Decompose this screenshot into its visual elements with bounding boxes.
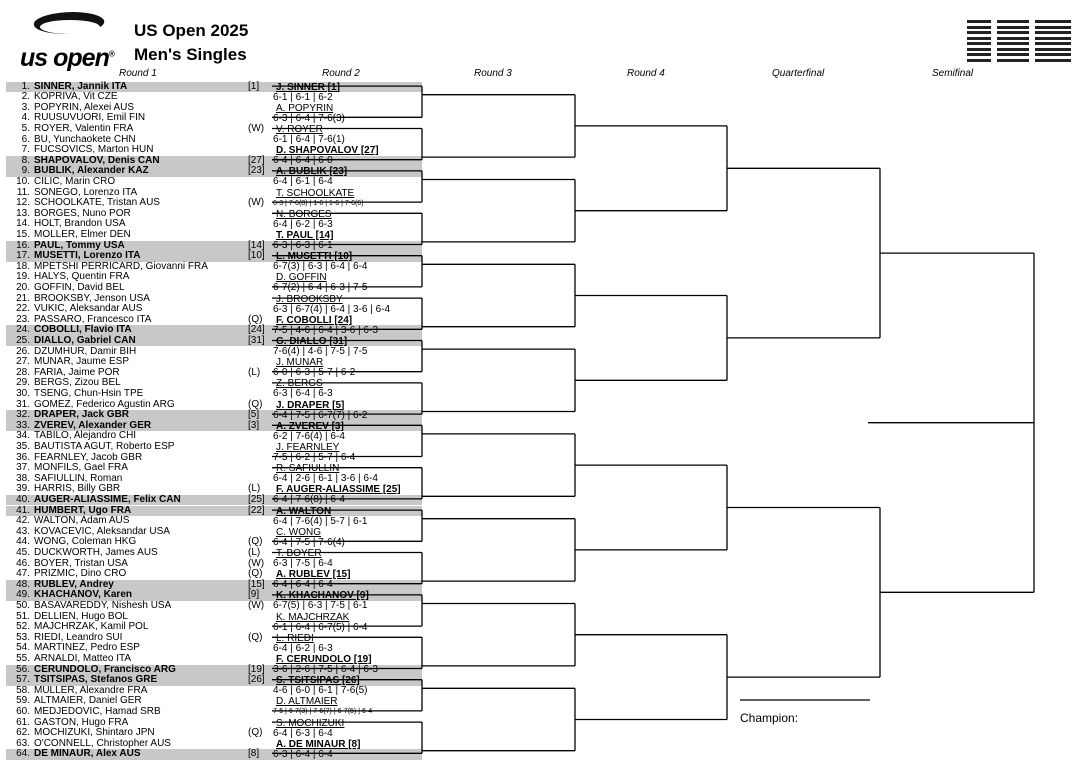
player-seed-number: 57.: [16, 674, 30, 686]
player-name: ZVEREV, Alexander GER: [34, 419, 152, 431]
player-name: SCHOOLKATE, Tristan AUS: [34, 197, 160, 209]
player-seed-number: 47.: [16, 568, 30, 580]
round-label-qf: Quarterfinal: [772, 68, 825, 79]
player-seed: [9]: [248, 589, 260, 601]
player-name: SHAPOVALOV, Denis CAN: [34, 154, 160, 166]
player-seed: [15]: [248, 578, 265, 590]
player-seed-number: 3.: [21, 101, 30, 113]
player-seed-number: 48.: [16, 578, 30, 590]
player-name: HARRIS, Billy GBR: [34, 483, 121, 495]
player-seed: [10]: [248, 250, 265, 262]
player-seed-number: 42.: [16, 515, 30, 527]
round2-winner: L. MUSETTI [10]: [276, 251, 353, 263]
player-seed-number: 62.: [16, 727, 30, 739]
round2-winner: D. SHAPOVALOV [27]: [276, 145, 379, 157]
round1-score: 6-3 | 6-7(4) | 6-4 | 3-6 | 6-4: [273, 303, 391, 315]
player-name: ALTMAIER, Daniel GER: [34, 695, 142, 707]
player-seed: [22]: [248, 504, 265, 516]
player-name: POPYRIN, Alexei AUS: [34, 101, 135, 113]
player-seed: (Q): [248, 727, 263, 739]
round1-score: 6-7(5) | 6-3 | 7-5 | 6-1: [273, 600, 368, 612]
player-name: KHACHANOV, Karen: [34, 589, 132, 601]
player-seed-number: 13.: [16, 207, 30, 219]
player-seed-number: 21.: [16, 292, 30, 304]
player-name: MULLER, Alexandre FRA: [34, 684, 148, 696]
player-seed-number: 39.: [16, 483, 30, 495]
round-label-4: Round 4: [627, 68, 665, 79]
round1-score: 6-3 | 6-4 | 7-6(3): [273, 112, 345, 124]
player-seed-number: 25.: [16, 334, 30, 346]
round-label-2: Round 2: [322, 68, 360, 79]
player-seed-number: 5.: [21, 122, 30, 134]
player-seed-number: 19.: [16, 271, 30, 283]
player-seed: (W): [248, 122, 265, 134]
round2-winner: A. DE MINAUR [8]: [276, 738, 361, 750]
player-name: SINNER, Jannik ITA: [34, 80, 128, 92]
event-title: US Open 2025: [134, 21, 249, 40]
round2-winner: D. GOFFIN: [276, 272, 327, 284]
player-seed-number: 23.: [16, 313, 30, 325]
round1-score: 6-4 | 6-2 | 6-3: [273, 642, 333, 654]
player-name: RUUSUVUORI, Emil FIN: [34, 112, 146, 124]
round2-winner: F. COBOLLI [24]: [276, 314, 353, 326]
player-name: BASAVAREDDY, Nishesh USA: [34, 599, 172, 611]
player-name: ARNALDI, Matteo ITA: [34, 652, 132, 664]
round1-score: 3-6 | 2-6 | 7-5 | 6-4 | 6-3: [273, 664, 378, 675]
player-seed: (L): [248, 366, 261, 378]
player-name: KOPRIVA, Vit CZE: [34, 91, 118, 103]
player-seed: [5]: [248, 409, 260, 421]
round2-winner: J. DRAPER [5]: [276, 399, 345, 411]
player-seed: (Q): [248, 568, 263, 580]
player-seed: (W): [248, 599, 265, 611]
player-name: SONEGO, Lorenzo ITA: [34, 186, 138, 198]
round1-score: 6-3 | 6-4 | 6-3: [273, 388, 333, 400]
player-seed-number: 54.: [16, 642, 30, 654]
player-name: MUNAR, Jaume ESP: [34, 356, 130, 368]
player-seed-number: 60.: [16, 705, 30, 717]
player-name: MAJCHRZAK, Kamil POL: [34, 621, 149, 633]
player-seed-number: 59.: [16, 695, 30, 707]
round2-winner: A. RUBLEV [15]: [276, 569, 351, 581]
player-seed-number: 61.: [16, 716, 30, 728]
player-name: DZUMHUR, Damir BIH: [34, 345, 137, 357]
round1-score: 6-4 | 2-6 | 6-1 | 3-6 | 6-4: [273, 473, 378, 485]
round2-winner: N. BORGES: [276, 208, 332, 220]
player-name: BU, Yunchaokete CHN: [34, 133, 136, 145]
player-seed-number: 58.: [16, 684, 30, 696]
player-seed-number: 17.: [16, 250, 30, 262]
round2-winner: T. BOYER: [276, 547, 322, 559]
player-seed-number: 11.: [16, 186, 30, 198]
round2-winner: J. SINNER [1]: [276, 81, 340, 93]
player-seed-number: 36.: [16, 451, 30, 463]
player-name: COBOLLI, Flavio ITA: [34, 324, 132, 336]
player-name: TSENG, Chun-Hsin TPE: [34, 387, 144, 399]
round1-score: 6-1 | 6-4 | 6-7(5) | 6-4: [273, 621, 368, 633]
player-seed-number: 15.: [16, 228, 30, 240]
round1-score: 6-2 | 7-6(4) | 6-4: [273, 430, 345, 442]
player-seed-number: 24.: [16, 324, 30, 336]
player-name: GASTON, Hugo FRA: [34, 716, 129, 728]
logo-registered-mark: ®: [108, 49, 114, 59]
player-seed-number: 41.: [16, 504, 30, 516]
player-seed: (Q): [248, 313, 263, 325]
player-name: ROYER, Valentin FRA: [34, 122, 134, 134]
player-seed-number: 10.: [16, 175, 30, 187]
round1-score: 6-4 | 6-4 | 6-4: [273, 579, 333, 591]
logo-text: us open: [20, 44, 109, 72]
round1-score: 6-7(2) | 6-4 | 6-3 | 7-5: [273, 282, 368, 294]
player-seed-number: 50.: [16, 599, 30, 611]
player-seed-number: 6.: [21, 133, 30, 145]
round1-score: 6-4 | 6-2 | 6-3: [273, 218, 333, 230]
round-label-sf: Semifinal: [932, 68, 974, 79]
player-name: HOLT, Brandon USA: [34, 218, 126, 230]
player-seed-number: 8.: [21, 154, 30, 166]
round2-winner: S. TSITSIPAS [26]: [276, 675, 360, 687]
round2-winner: F. CERUNDOLO [19]: [276, 653, 372, 665]
player-seed: (W): [248, 197, 265, 209]
round1-score: 7-5 | 6-2 | 5-7 | 6-4: [273, 452, 356, 463]
player-name: O'CONNELL, Christopher AUS: [34, 737, 171, 749]
round1-score: 6-3 | 7-5 | 6-4: [273, 558, 333, 569]
round1-score: 6-3 | 7-6(8) | 1-6 | 1-6 | 7-6(6): [273, 199, 364, 207]
round2-winner: T. SCHOOLKATE: [276, 187, 355, 199]
player-seed-number: 44.: [16, 536, 30, 548]
player-seed-number: 16.: [16, 239, 30, 251]
player-seed-number: 30.: [16, 387, 30, 399]
round1-score: 6-0 | 6-3 | 5-7 | 6-2: [273, 367, 356, 379]
player-seed-number: 4.: [21, 112, 30, 124]
player-name: MARTINEZ, Pedro ESP: [34, 642, 140, 654]
player-seed-number: 43.: [16, 525, 30, 537]
player-name: MPETSHI PERRICARD, Giovanni FRA: [34, 260, 208, 272]
player-seed: [23]: [248, 165, 265, 177]
player-seed-number: 53.: [16, 631, 30, 643]
player-seed-number: 18.: [16, 260, 30, 272]
player-seed: [31]: [248, 334, 265, 346]
player-seed-number: 9.: [21, 165, 30, 177]
player-seed: [8]: [248, 748, 260, 760]
player-name: FEARNLEY, Jacob GBR: [34, 451, 143, 463]
player-name: RIEDI, Leandro SUI: [34, 631, 123, 643]
round2-winner: F. AUGER-ALIASSIME [25]: [276, 484, 401, 496]
round2-winner: S. MOCHIZUKI: [276, 717, 345, 729]
round1-score: 6-4 | 7-6(4) | 5-7 | 6-1: [273, 515, 368, 527]
player-seed-number: 20.: [16, 281, 30, 293]
player-name: TSITSIPAS, Stefanos GRE: [34, 674, 158, 686]
round1-score: 6-4 | 7-5 | 7-6(4): [273, 536, 345, 548]
draw-title: Men's Singles: [134, 45, 247, 64]
player-seed-number: 22.: [16, 303, 30, 315]
player-name: BERGS, Zizou BEL: [34, 377, 121, 389]
player-seed-number: 14.: [16, 218, 30, 230]
round2-winner: K. KHACHANOV [9]: [276, 590, 369, 602]
player-name: BOYER, Tristan USA: [34, 557, 128, 569]
player-name: RUBLEV, Andrey: [34, 578, 114, 590]
player-seed-number: 56.: [16, 663, 30, 675]
round-label-1: Round 1: [119, 68, 157, 79]
player-seed: [25]: [248, 493, 265, 505]
player-name: KOVACEVIC, Aleksandar USA: [34, 525, 170, 537]
player-seed-number: 27.: [16, 356, 30, 368]
player-seed-number: 55.: [16, 652, 30, 664]
player-name: SAFIULLIN, Roman: [34, 472, 123, 484]
round1-score: 4-6 | 6-0 | 6-1 | 7-6(5): [273, 685, 368, 697]
player-name: DIALLO, Gabriel CAN: [34, 334, 136, 346]
round1-score: 6-3 | 6-3 | 6-1: [273, 240, 333, 251]
player-name: BUBLIK, Alexander KAZ: [34, 165, 149, 177]
round2-winner: D. ALTMAIER: [276, 696, 338, 708]
player-seed-number: 1.: [21, 80, 30, 92]
round2-winner: J. FEARNLEY: [276, 441, 340, 453]
round2-winner: C. WONG: [276, 526, 321, 538]
round2-winner: T. PAUL [14]: [276, 229, 334, 241]
player-name: CILIC, Marin CRO: [34, 175, 116, 187]
player-seed: [1]: [248, 80, 260, 92]
round1-score: 6-1 | 6-1 | 6-2: [273, 91, 333, 103]
round2-winner: G. DIALLO [31]: [276, 335, 348, 347]
player-name: BAUTISTA AGUT, Roberto ESP: [34, 440, 175, 452]
round2-winner: L. RIEDI: [276, 632, 314, 644]
player-name: GOFFIN, David BEL: [34, 281, 125, 293]
player-name: DRAPER, Jack GBR: [34, 409, 130, 421]
player-name: FUCSOVICS, Marton HUN: [34, 144, 154, 156]
player-name: WALTON, Adam AUS: [34, 515, 130, 527]
player-name: PRIZMIC, Dino CRO: [34, 568, 127, 580]
player-seed-number: 63.: [16, 737, 30, 749]
round2-winner: J. MUNAR: [276, 357, 324, 369]
player-seed-number: 26.: [16, 345, 30, 357]
player-seed-number: 38.: [16, 472, 30, 484]
player-seed-number: 29.: [16, 377, 30, 389]
round2-winner: R. SAFIULLIN: [276, 463, 340, 475]
round-label-3: Round 3: [474, 68, 512, 79]
round2-winner: A. ZVEREV [3]: [276, 420, 344, 432]
player-seed: (Q): [248, 536, 263, 548]
player-name: MONFILS, Gael FRA: [34, 462, 128, 474]
round2-winner: A. BUBLIK [23]: [276, 166, 348, 178]
round2-winner: A. WALTON: [276, 505, 332, 517]
round2-winner: Z. BERGS: [276, 378, 323, 390]
player-name: VUKIC, Aleksandar AUS: [34, 303, 143, 315]
player-seed: (Q): [248, 631, 263, 643]
player-seed: (W): [248, 557, 265, 569]
player-seed: [27]: [248, 154, 265, 166]
player-seed-number: 49.: [16, 589, 30, 601]
player-seed: (L): [248, 546, 261, 558]
player-seed: (Q): [248, 398, 263, 410]
player-name: PASSARO, Francesco ITA: [34, 313, 152, 325]
player-seed-number: 2.: [21, 91, 30, 103]
player-seed: (L): [248, 483, 261, 495]
player-name: MEDJEDOVIC, Hamad SRB: [34, 705, 161, 717]
player-name: MUSETTI, Lorenzo ITA: [34, 250, 141, 262]
player-seed: [24]: [248, 324, 265, 336]
round1-score: 6-1 | 6-4 | 7-6(1): [273, 134, 345, 145]
round2-winner: K. MAJCHRZAK: [276, 611, 350, 623]
round1-score: 6-4 | 6-1 | 6-4: [273, 176, 333, 188]
player-seed: [14]: [248, 239, 265, 251]
round1-score: 7-6(4) | 4-6 | 7-5 | 7-5: [273, 346, 368, 357]
player-seed-number: 37.: [16, 462, 30, 474]
player-seed-number: 31.: [16, 398, 30, 410]
player-seed: [3]: [248, 419, 260, 431]
round1-score: 7-5 | 4-6 | 6-4 | 3-6 | 6-3: [273, 324, 378, 336]
player-seed-number: 46.: [16, 557, 30, 569]
player-name: HALYS, Quentin FRA: [34, 271, 130, 283]
player-seed-number: 33.: [16, 419, 30, 431]
player-name: MOLLER, Elmer DEN: [34, 228, 131, 240]
player-seed-number: 51.: [16, 610, 30, 622]
player-name: MOCHIZUKI, Shintaro JPN: [34, 727, 155, 739]
player-seed-number: 45.: [16, 546, 30, 558]
player-seed: [19]: [248, 663, 265, 675]
player-seed-number: 28.: [16, 366, 30, 378]
round1-score: 7-5 | 6-7(3) | 7-6(7) | 6-7(5) | 6-4: [273, 708, 373, 716]
player-seed-number: 7.: [21, 144, 30, 156]
round1-score: 6-7(3) | 6-3 | 6-4 | 6-4: [273, 261, 368, 273]
round2-winner: A. POPYRIN: [276, 102, 334, 114]
round1-score: 6-4 | 6-3 | 6-4: [273, 727, 333, 739]
player-seed-number: 12.: [16, 197, 30, 209]
champion-label: Champion:: [740, 711, 799, 725]
player-name: DE MINAUR, Alex AUS: [34, 748, 141, 760]
player-seed: [26]: [248, 674, 265, 686]
player-name: PAUL, Tommy USA: [34, 239, 125, 251]
player-seed-number: 34.: [16, 430, 30, 442]
player-seed-number: 32.: [16, 409, 30, 421]
player-name: AUGER-ALIASSIME, Felix CAN: [34, 493, 181, 505]
player-name: GOMEZ, Federico Agustin ARG: [34, 398, 175, 410]
player-seed-number: 35.: [16, 440, 30, 452]
player-name: FARIA, Jaime POR: [34, 366, 120, 378]
round2-winner: V. ROYER: [276, 123, 323, 135]
round1-score: 6-3 | 6-4 | 6-4: [273, 748, 333, 760]
round2-winner: J. BROOKSBY: [276, 293, 343, 305]
player-name: WONG, Coleman HKG: [34, 536, 137, 548]
player-name: TABILO, Alejandro CHI: [34, 430, 137, 442]
player-name: BROOKSBY, Jenson USA: [34, 292, 150, 304]
round1-score: 6-4 | 7-6(8) | 6-4: [273, 494, 345, 506]
player-seed-number: 40.: [16, 493, 30, 505]
round1-score: 6-4 | 6-4 | 6-0: [273, 155, 333, 167]
round1-score: 6-4 | 7-5 | 6-7(7) | 6-2: [273, 409, 368, 421]
player-name: HUMBERT, Ugo FRA: [34, 504, 132, 516]
player-name: BORGES, Nuno POR: [34, 207, 131, 219]
player-seed-number: 64.: [16, 748, 30, 760]
player-name: CERUNDOLO, Francisco ARG: [34, 663, 176, 675]
player-name: DUCKWORTH, James AUS: [34, 546, 158, 558]
player-name: DELLIEN, Hugo BOL: [34, 610, 128, 622]
player-seed-number: 52.: [16, 621, 30, 633]
